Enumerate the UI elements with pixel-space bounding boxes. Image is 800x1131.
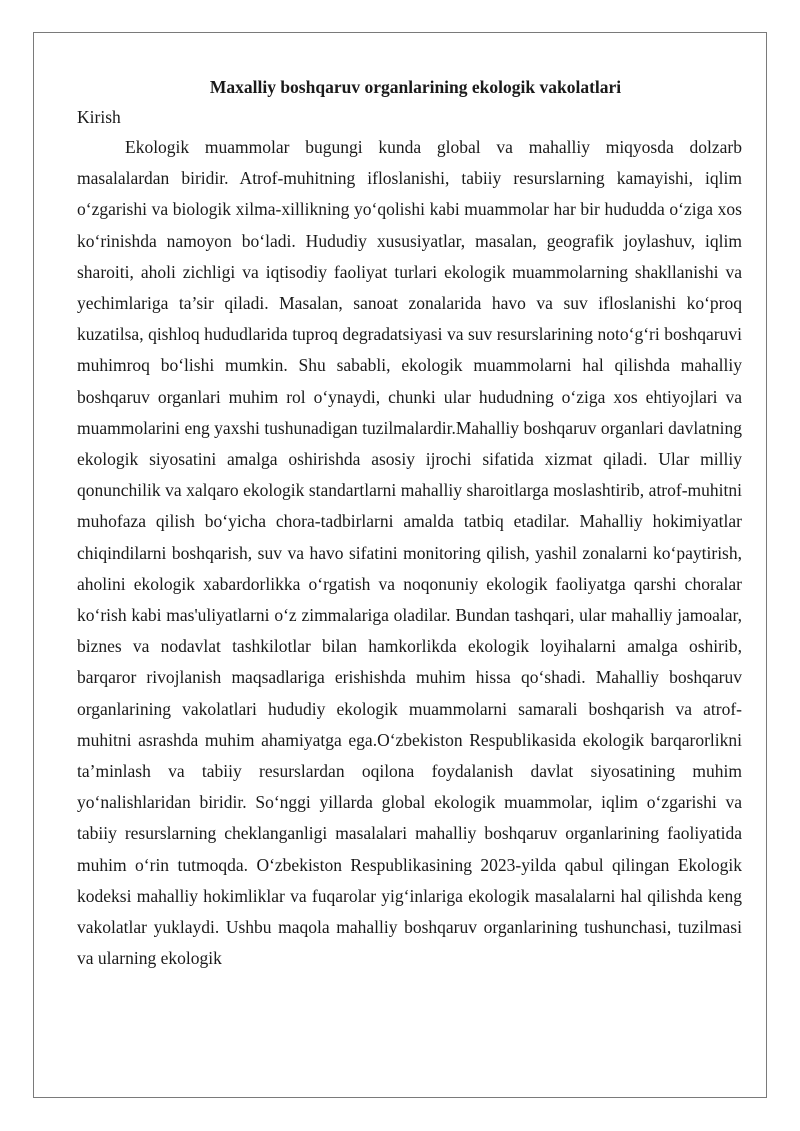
document-title: Maxalliy boshqaruv organlarining ekologik vakolatlari (209, 77, 622, 97)
section-heading: Kirish (77, 107, 121, 127)
body-paragraph: Ekologik muammolar bugungi kunda global va mahalliy miqyosda dolzarb masalalardan biridir. Atrof-muhitning ifloslanishi, tabiiy resurslarning kamayishi, iqlim o‘zgarishi va biologik xilma-xillikning yo‘qolishi kabi muammolar har bir hududda o‘ziga xos ko‘rinishda namoyon bo‘ladi. Hududiy xususiyatlar, masalan, geografik joylashuv, iqlim sharoiti, aholi zichligi va iqtisodiy faoliyat turlari ekologik muammolarning shakllanishi va yechimlariga ta’sir qiladi. Masalan, sanoat zonalarida havo va suv ifloslanishi ko‘proq kuzatilsa, qishloq hududlarida tuproq degradatsiyasi va suv resurslarining noto‘g‘ri boshqaruvi muhimroq bo‘lishi mumkin. Shu sababli, ekologik muammolarni hal qilishda mahalliy boshqaruv organlari muhim rol o‘ynaydi, chunki ular hududning o‘ziga xos ehtiyojlari va muammolarini eng yaxshi tushunadigan tuzilmalardir.Mahalliy boshqaruv organlari davlatning ekologik siyosatini amalga oshirishda asosiy ijrochi sifatida xizmat qiladi. Ular milliy qonunchilik va xalqaro ekologik standartlarni mahalliy sharoitlarga moslashtirib, atrof-muhitni muhofaza qilish bo‘yicha chora-tadbirlarni amalda tatbiq etadilar. Mahalliy hokimiyatlar chiqindilarni boshqarish, suv va havo sifatini monitoring qilish, yashil zonalarni ko‘paytirish, aholini ekologik xabardorlikka o‘rgatish va noqonuniy ekologik faoliyatga qarshi choralar ko‘rish kabi mas'uliyatlarni o‘z zimmalariga oladilar. Bundan tashqari, ular mahalliy jamoalar, biznes va nodavlat tashkilotlar bilan hamkorlikda ekologik loyihalarni amalga oshirib, barqaror rivojlanish maqsadlariga erishishda muhim hissa qo‘shadi. Mahalliy boshqaruv organlarining vakolatlari hududiy ekologik muammolarni samarali boshqarish va atrof-muhitni asrashda muhim ahamiyatga ega.O‘zbekiston Respublikasida ekologik barqarorlikni ta’minlash va tabiiy resurslardan oqilona foydalanish davlat siyosatining muhim yo‘nalishlaridan biridir. So‘nggi yillarda global ekologik muammolar, iqlim o‘zgarishi va tabiiy resurslarning cheklanganligi masalalari mahalliy boshqaruv organlarining faoliyatida muhim o‘rin tutmoqda. O‘zbekiston Respublikasining 2023-yilda qabul qilingan Ekologik kodeksi mahalliy hokimliklar va fuqarolar yig‘inlariga ekologik masalalarni hal qilishda keng vakolatlar yuklaydi. Ushbu maqola mahalliy boshqaruv organlarining tushunchasi, tuzilmasi va ularning ekologik (77, 137, 742, 969)
page-content (77, 72, 742, 974)
